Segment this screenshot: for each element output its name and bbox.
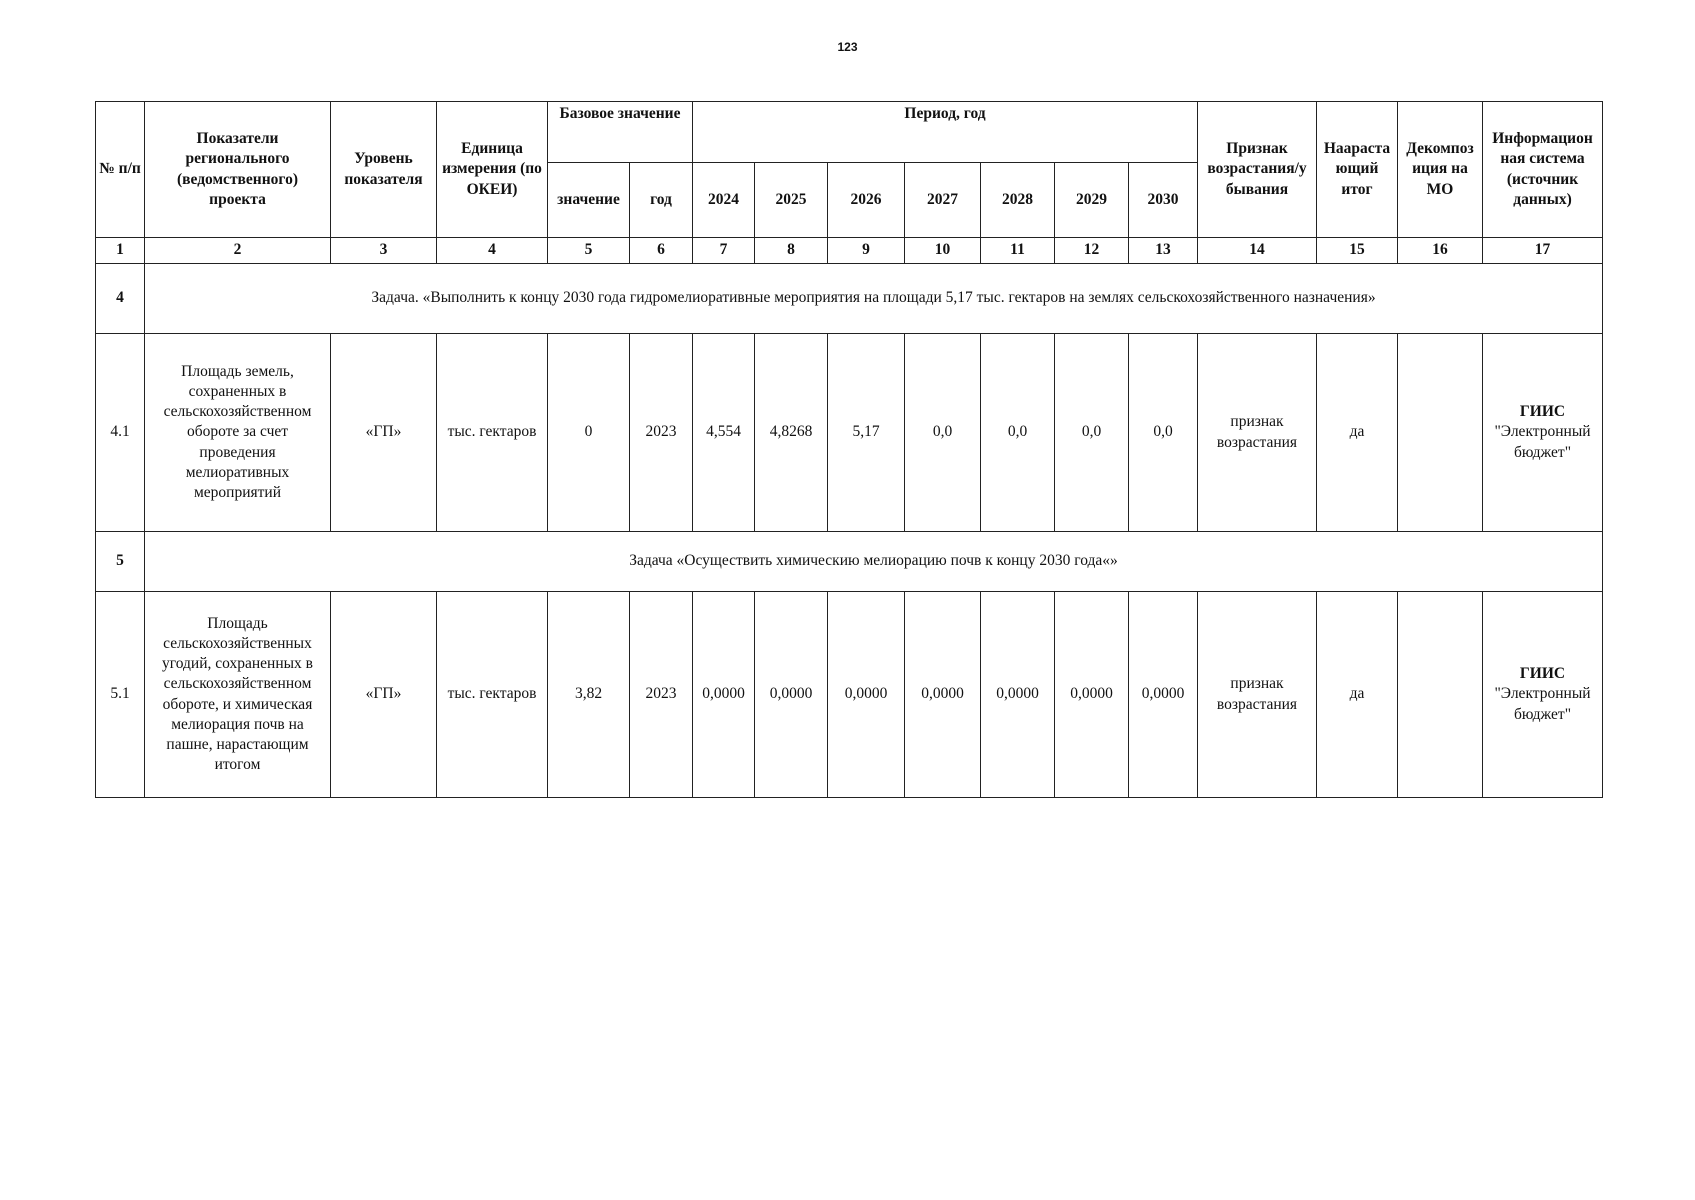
value-2026: 0,0000 xyxy=(828,592,905,798)
info-system-source: "Электронный бюджет" xyxy=(1494,685,1591,723)
value-2028: 0,0 xyxy=(981,334,1055,532)
task-row xyxy=(96,532,1603,592)
header-unit: Единица измерения (по ОКЕИ) xyxy=(437,102,548,238)
header-indicator: Показатели регионального (ведомственного) проекта xyxy=(145,102,331,238)
value-2025: 0,0000 xyxy=(755,592,828,798)
indicators-table xyxy=(95,101,1603,798)
column-number: 6 xyxy=(630,238,693,264)
column-number: 1 xyxy=(96,238,145,264)
column-number: 11 xyxy=(981,238,1055,264)
column-number: 15 xyxy=(1317,238,1398,264)
header-level: Уровень показателя xyxy=(331,102,437,238)
task-number: 4 xyxy=(96,264,145,334)
column-number: 3 xyxy=(331,238,437,264)
indicator-level: «ГП» xyxy=(331,334,437,532)
info-system xyxy=(1483,592,1603,798)
row-number: 4.1 xyxy=(96,334,145,532)
header-year-2025: 2025 xyxy=(755,163,828,238)
decomposition xyxy=(1398,334,1483,532)
decomposition xyxy=(1398,592,1483,798)
header-info-system: Информацион ная система (источник данных) xyxy=(1483,102,1603,238)
column-number: 13 xyxy=(1129,238,1198,264)
value-2025: 4,8268 xyxy=(755,334,828,532)
value-2029: 0,0000 xyxy=(1055,592,1129,798)
column-number: 12 xyxy=(1055,238,1129,264)
header-decomposition: Декомпоз иция на МО xyxy=(1398,102,1483,238)
header-year-2024: 2024 xyxy=(693,163,755,238)
value-2024: 4,554 xyxy=(693,334,755,532)
value-2024: 0,0000 xyxy=(693,592,755,798)
task-number: 5 xyxy=(96,532,145,592)
base-value: 3,82 xyxy=(548,592,630,798)
value-2027: 0,0 xyxy=(905,334,981,532)
column-number: 16 xyxy=(1398,238,1483,264)
indicator-name: Площадь земель, сохраненных в сельскохозяйственном обороте за счет проведения мелиоративных мероприятий xyxy=(145,334,331,532)
info-system-name: ГИИС xyxy=(1519,403,1566,421)
column-number: 5 xyxy=(548,238,630,264)
header-year-2026: 2026 xyxy=(828,163,905,238)
indicator-name: Площадь сельскохозяйственных угодий, сохраненных в сельскохозяйственном обороте, и химическая мелиорация почв на пашне, нарастающим итогом xyxy=(145,592,331,798)
header-base-year: год xyxy=(630,163,693,238)
header-base-value: значение xyxy=(548,163,630,238)
column-number: 8 xyxy=(755,238,828,264)
header-trend: Признак возрастания/у бывания xyxy=(1198,102,1317,238)
trend-sign: признак возрастания xyxy=(1198,334,1317,532)
cumulative-total: да xyxy=(1317,592,1398,798)
column-number: 9 xyxy=(828,238,905,264)
header-cumulative: Наараста ющий итог xyxy=(1317,102,1398,238)
header-year-2029: 2029 xyxy=(1055,163,1129,238)
indicator-unit: тыс. гектаров xyxy=(437,592,548,798)
table-row xyxy=(96,592,1603,798)
header-year-2030: 2030 xyxy=(1129,163,1198,238)
header-period-group: Период, год xyxy=(693,102,1198,163)
info-system xyxy=(1483,334,1603,532)
base-year: 2023 xyxy=(630,334,693,532)
value-2027: 0,0000 xyxy=(905,592,981,798)
task-text: Задача. «Выполнить к концу 2030 года гидромелиоративные мероприятия на площади 5,17 тыс. гектаров на землях сельскохозяйственного назначения» xyxy=(145,264,1603,334)
value-2030: 0,0 xyxy=(1129,334,1198,532)
header-year-2027: 2027 xyxy=(905,163,981,238)
header-base-group: Базовое значение xyxy=(548,102,693,163)
column-number: 7 xyxy=(693,238,755,264)
column-number: 14 xyxy=(1198,238,1317,264)
header-number: № п/п xyxy=(96,102,145,238)
value-2029: 0,0 xyxy=(1055,334,1129,532)
info-system-name: ГИИС xyxy=(1519,665,1566,683)
base-year: 2023 xyxy=(630,592,693,798)
header-year-2028: 2028 xyxy=(981,163,1055,238)
indicator-level: «ГП» xyxy=(331,592,437,798)
base-value: 0 xyxy=(548,334,630,532)
column-number: 2 xyxy=(145,238,331,264)
task-row xyxy=(96,264,1603,334)
page-number: 123 xyxy=(837,40,858,54)
value-2028: 0,0000 xyxy=(981,592,1055,798)
value-2030: 0,0000 xyxy=(1129,592,1198,798)
trend-sign: признак возрастания xyxy=(1198,592,1317,798)
table-row xyxy=(96,334,1603,532)
column-number: 17 xyxy=(1483,238,1603,264)
indicator-unit: тыс. гектаров xyxy=(437,334,548,532)
cumulative-total: да xyxy=(1317,334,1398,532)
info-system-source: "Электронный бюджет" xyxy=(1494,423,1591,461)
task-text: Задача «Осуществить химическию мелиорацию почв к концу 2030 года«» xyxy=(145,532,1603,592)
value-2026: 5,17 xyxy=(828,334,905,532)
row-number: 5.1 xyxy=(96,592,145,798)
column-number: 10 xyxy=(905,238,981,264)
column-number: 4 xyxy=(437,238,548,264)
